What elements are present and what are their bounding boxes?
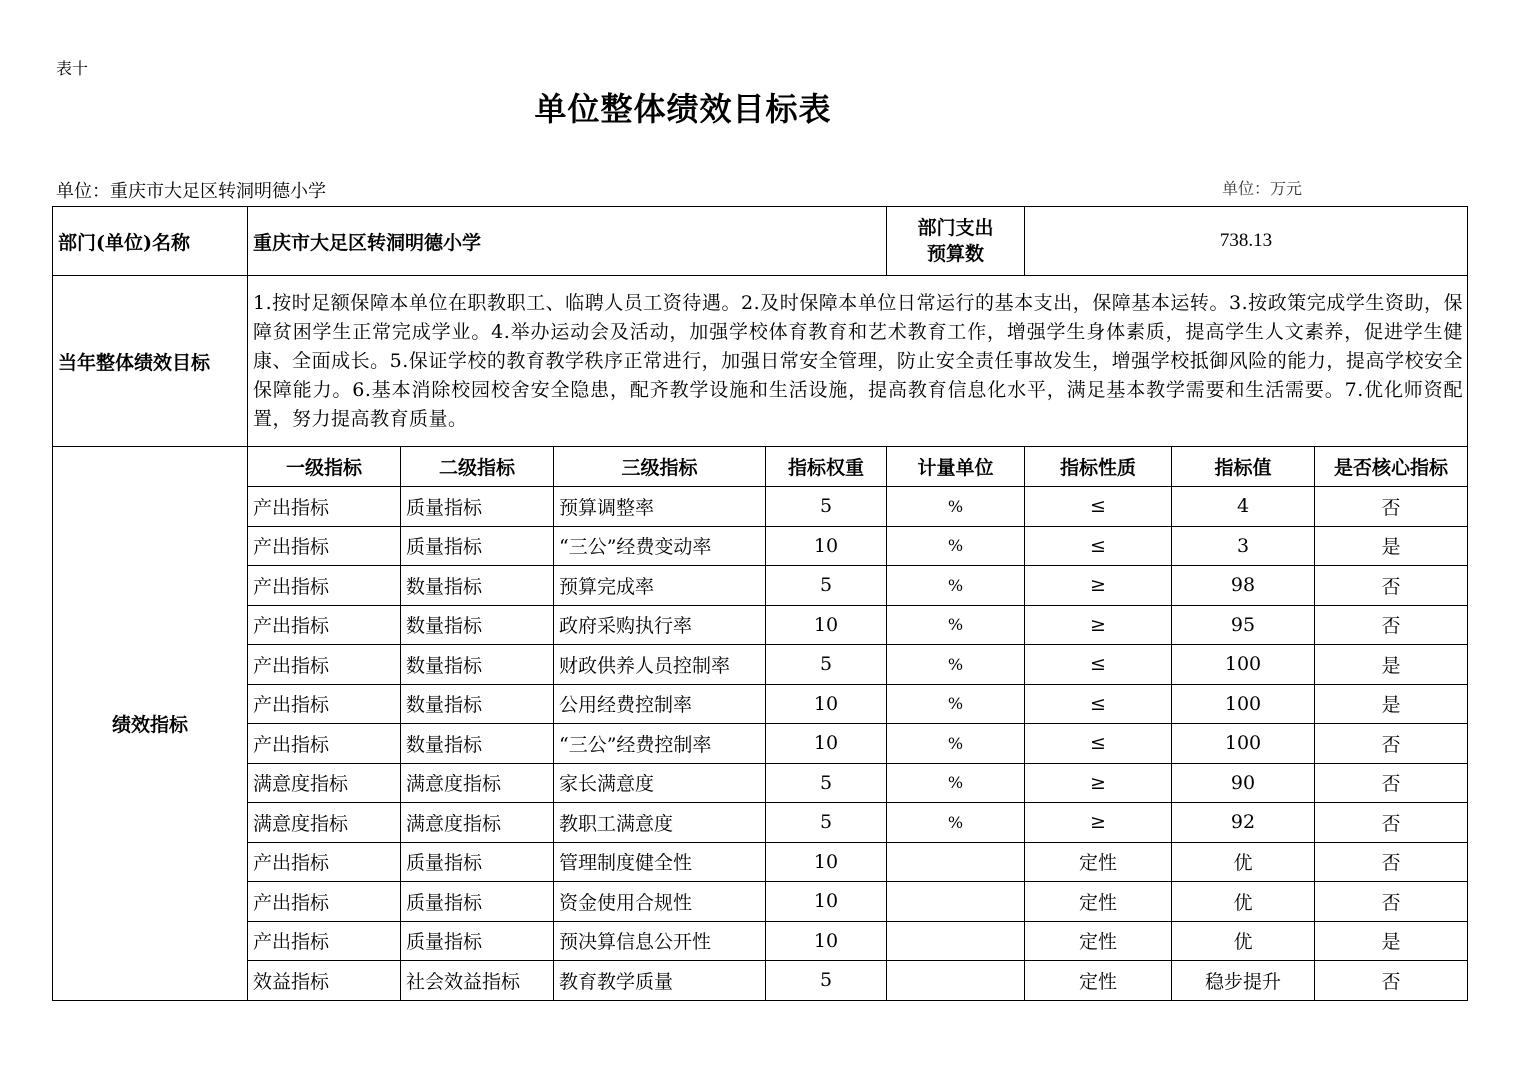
cell-level3: 教职工满意度	[554, 803, 766, 843]
cell-value: 90	[1172, 763, 1315, 803]
table-row	[53, 921, 1468, 961]
cell-level2: 数量指标	[401, 566, 554, 606]
cell-nature: ≤	[1025, 684, 1172, 724]
cell-level3: 管理制度健全性	[554, 842, 766, 882]
cell-nature: 定性	[1025, 882, 1172, 922]
cell-unit: %	[887, 526, 1025, 566]
cell-weight: 5	[766, 566, 887, 606]
cell-weight: 10	[766, 605, 887, 645]
cell-level1: 效益指标	[248, 961, 401, 1001]
cell-core: 否	[1315, 961, 1468, 1001]
cell-weight: 10	[766, 882, 887, 922]
table-row	[53, 803, 1468, 843]
cell-nature: ≤	[1025, 526, 1172, 566]
goal-row	[53, 276, 1468, 447]
cell-unit: %	[887, 803, 1025, 843]
cell-level1: 产出指标	[248, 605, 401, 645]
table-row	[53, 724, 1468, 764]
cell-core: 否	[1315, 763, 1468, 803]
budget-label-line-1: 部门支出	[917, 217, 994, 239]
cell-level1: 产出指标	[248, 645, 401, 685]
cell-core: 否	[1315, 842, 1468, 882]
cell-level2: 质量指标	[401, 487, 554, 527]
cell-level3: 预决算信息公开性	[554, 921, 766, 961]
header-weight: 指标权重	[766, 447, 887, 487]
header-core: 是否核心指标	[1315, 447, 1468, 487]
cell-weight: 5	[766, 645, 887, 685]
cell-weight: 10	[766, 684, 887, 724]
table-row	[53, 842, 1468, 882]
cell-nature: ≥	[1025, 605, 1172, 645]
cell-core: 否	[1315, 803, 1468, 843]
table-row	[53, 566, 1468, 606]
budget-value: 738.13	[1025, 207, 1468, 276]
header-nature: 指标性质	[1025, 447, 1172, 487]
cell-level1: 产出指标	[248, 842, 401, 882]
cell-level1: 满意度指标	[248, 763, 401, 803]
cell-weight: 10	[766, 724, 887, 764]
cell-core: 否	[1315, 724, 1468, 764]
cell-unit: %	[887, 724, 1025, 764]
page-title: 单位整体绩效目标表	[534, 90, 832, 128]
cell-nature: ≥	[1025, 566, 1172, 606]
cell-unit	[887, 921, 1025, 961]
cell-level2: 数量指标	[401, 645, 554, 685]
cell-core: 是	[1315, 684, 1468, 724]
budget-label	[887, 207, 1025, 276]
cell-level2: 质量指标	[401, 526, 554, 566]
cell-unit	[887, 842, 1025, 882]
cell-level2: 质量指标	[401, 842, 554, 882]
cell-value: 98	[1172, 566, 1315, 606]
cell-nature: ≥	[1025, 763, 1172, 803]
cell-value: 优	[1172, 882, 1315, 922]
cell-level1: 产出指标	[248, 487, 401, 527]
goal-text: 1.按时足额保障本单位在职教职工、临聘人员工资待遇。2.及时保障本单位日常运行的基本支出，保障基本运转。3.按政策完成学生资助，保障贫困学生正常完成学业。4.举办运动会及活动，加强学校体育教育和艺术教育工作，增强学生身体素质，提高学生人文素养，促进学生健康、全面成长。5.保证学校的教育教学秩序正常进行，加强日常安全管理，防止安全责任事故发生，增强学校抵御风险的能力，提高学校安全保障能力。6.基本消除校园校舍安全隐患，配齐教学设施和生活设施，提高教育信息化水平，满足基本教学需要和生活需要。7.优化师资配置，努力提高教育质量。	[248, 276, 1468, 447]
cell-level1: 产出指标	[248, 566, 401, 606]
cell-level3: 财政供养人员控制率	[554, 645, 766, 685]
unit-name-line: 单位：重庆市大足区转洞明德小学	[56, 181, 326, 202]
header-level2: 二级指标	[401, 447, 554, 487]
cell-nature: ≤	[1025, 724, 1172, 764]
cell-nature: 定性	[1025, 842, 1172, 882]
cell-core: 是	[1315, 645, 1468, 685]
cell-value: 4	[1172, 487, 1315, 527]
cell-level3: “三公”经费变动率	[554, 526, 766, 566]
cell-unit	[887, 882, 1025, 922]
cell-level3: 预算完成率	[554, 566, 766, 606]
cell-nature: 定性	[1025, 961, 1172, 1001]
cell-level2: 质量指标	[401, 882, 554, 922]
cell-core: 是	[1315, 526, 1468, 566]
cell-unit: %	[887, 605, 1025, 645]
cell-value: 95	[1172, 605, 1315, 645]
cell-nature: ≤	[1025, 487, 1172, 527]
indicator-header-row	[53, 447, 1468, 487]
cell-level3: 资金使用合规性	[554, 882, 766, 922]
table-row	[53, 961, 1468, 1001]
dept-name-value: 重庆市大足区转洞明德小学	[248, 207, 887, 276]
cell-level3: 公用经费控制率	[554, 684, 766, 724]
cell-level2: 质量指标	[401, 921, 554, 961]
currency-unit-line: 单位：万元	[1222, 179, 1303, 198]
cell-value: 92	[1172, 803, 1315, 843]
cell-unit: %	[887, 645, 1025, 685]
cell-weight: 10	[766, 526, 887, 566]
table-row	[53, 684, 1468, 724]
cell-level2: 满意度指标	[401, 763, 554, 803]
table-number: 表十	[56, 59, 89, 78]
cell-weight: 5	[766, 961, 887, 1001]
cell-level2: 数量指标	[401, 684, 554, 724]
cell-level1: 产出指标	[248, 921, 401, 961]
table-row	[53, 645, 1468, 685]
cell-value: 优	[1172, 921, 1315, 961]
cell-value: 3	[1172, 526, 1315, 566]
cell-unit: %	[887, 487, 1025, 527]
cell-weight: 10	[766, 921, 887, 961]
table-row	[53, 882, 1468, 922]
cell-level2: 满意度指标	[401, 803, 554, 843]
cell-core: 是	[1315, 921, 1468, 961]
cell-value: 100	[1172, 684, 1315, 724]
cell-unit	[887, 961, 1025, 1001]
goal-label: 当年整体绩效目标	[53, 276, 248, 447]
cell-value: 稳步提升	[1172, 961, 1315, 1001]
header-value: 指标值	[1172, 447, 1315, 487]
cell-level3: 教育教学质量	[554, 961, 766, 1001]
cell-weight: 10	[766, 842, 887, 882]
cell-nature: ≥	[1025, 803, 1172, 843]
header-level1: 一级指标	[248, 447, 401, 487]
dept-info-row	[53, 207, 1468, 276]
cell-level3: 预算调整率	[554, 487, 766, 527]
perf-indicator-label: 绩效指标	[53, 447, 248, 1001]
cell-level1: 产出指标	[248, 882, 401, 922]
cell-level3: 家长满意度	[554, 763, 766, 803]
cell-weight: 5	[766, 803, 887, 843]
performance-table	[52, 206, 1468, 1001]
cell-unit: %	[887, 684, 1025, 724]
table-row	[53, 763, 1468, 803]
cell-value: 100	[1172, 724, 1315, 764]
table-row	[53, 605, 1468, 645]
cell-core: 否	[1315, 605, 1468, 645]
table-row	[53, 526, 1468, 566]
cell-level2: 数量指标	[401, 605, 554, 645]
cell-value: 优	[1172, 842, 1315, 882]
cell-weight: 5	[766, 487, 887, 527]
header-unit: 计量单位	[887, 447, 1025, 487]
cell-nature: 定性	[1025, 921, 1172, 961]
budget-label-line-2: 预算数	[927, 243, 985, 265]
header-level3: 三级指标	[554, 447, 766, 487]
cell-level1: 产出指标	[248, 684, 401, 724]
cell-weight: 5	[766, 763, 887, 803]
cell-core: 否	[1315, 566, 1468, 606]
cell-level1: 产出指标	[248, 526, 401, 566]
cell-level3: 政府采购执行率	[554, 605, 766, 645]
dept-name-label: 部门(单位)名称	[53, 207, 248, 276]
table-row	[53, 487, 1468, 527]
cell-value: 100	[1172, 645, 1315, 685]
cell-level2: 社会效益指标	[401, 961, 554, 1001]
cell-nature: ≤	[1025, 645, 1172, 685]
cell-level2: 数量指标	[401, 724, 554, 764]
cell-unit: %	[887, 763, 1025, 803]
cell-level3: “三公”经费控制率	[554, 724, 766, 764]
cell-core: 否	[1315, 882, 1468, 922]
cell-core: 否	[1315, 487, 1468, 527]
cell-level1: 产出指标	[248, 724, 401, 764]
cell-unit: %	[887, 566, 1025, 606]
cell-level1: 满意度指标	[248, 803, 401, 843]
